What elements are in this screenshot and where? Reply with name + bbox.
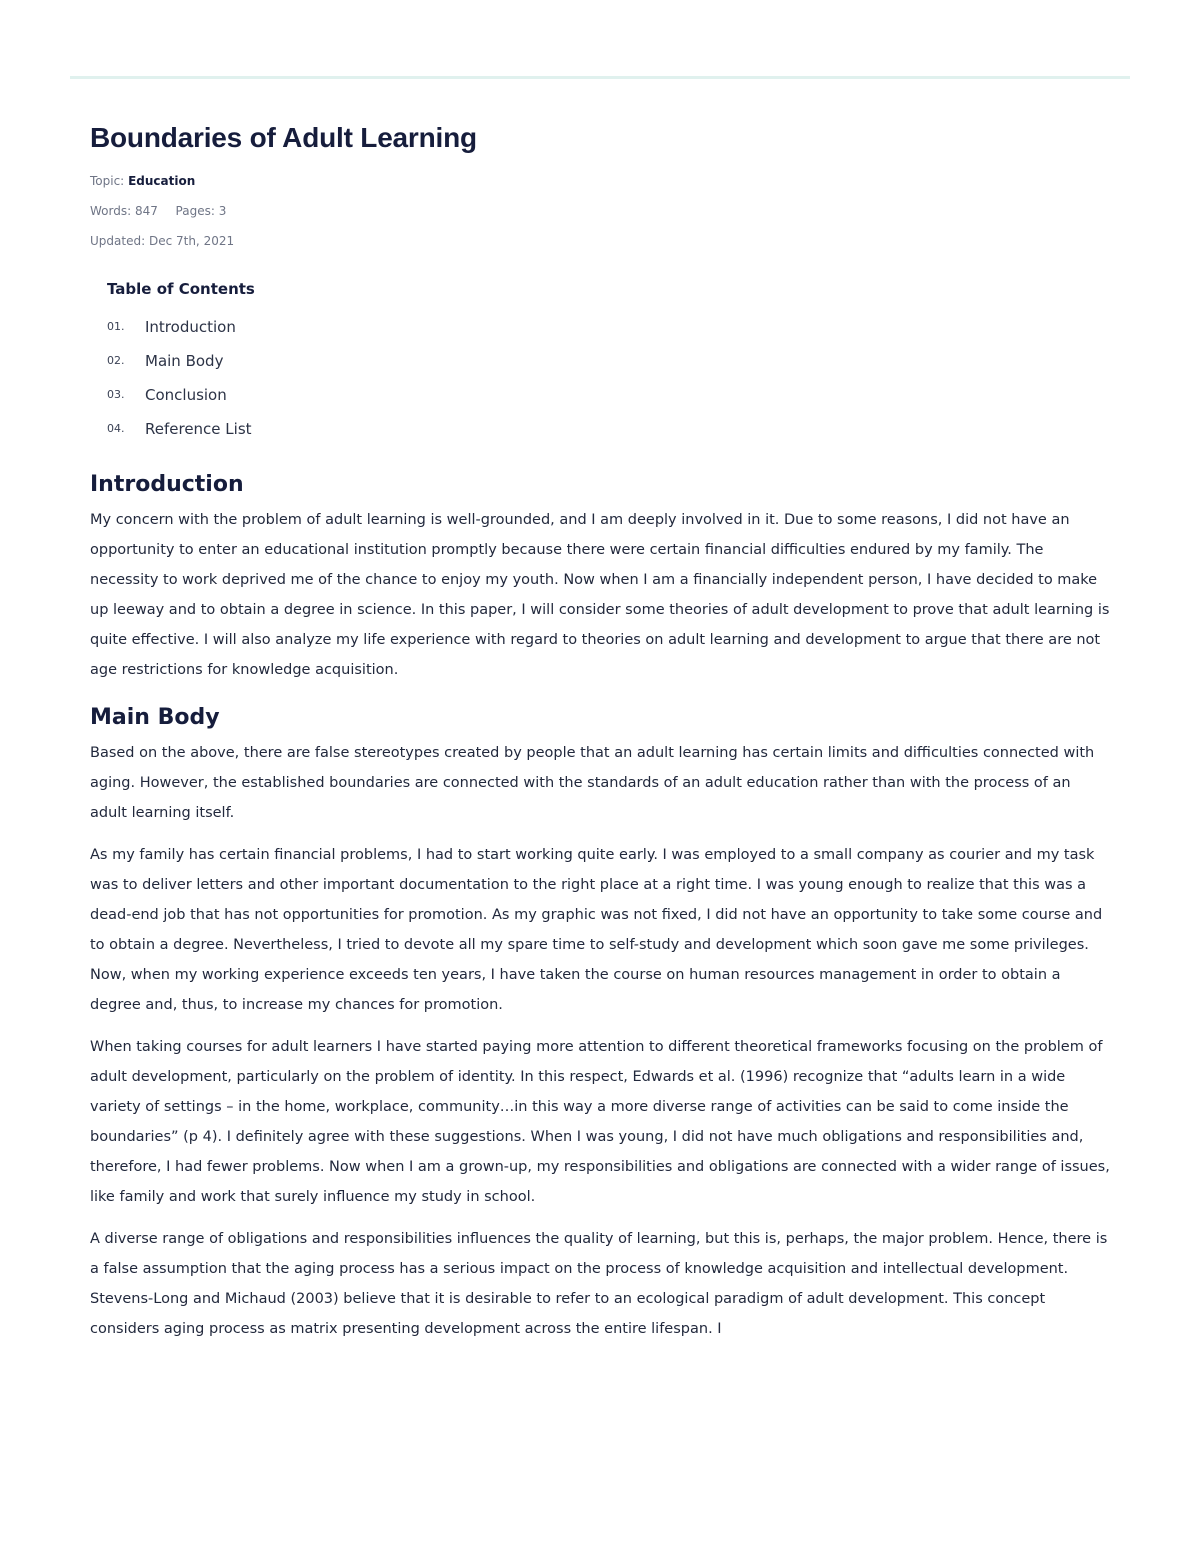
words-label: Words: [90, 204, 132, 218]
toc-item-reference-list[interactable] [107, 412, 1112, 446]
section-main-body [90, 701, 1112, 1344]
toc-item-number: 04. [107, 422, 125, 435]
document-body [90, 116, 1112, 1356]
toc-item-number: 01. [107, 320, 125, 333]
toc-item-conclusion[interactable] [107, 378, 1112, 412]
paragraph: Based on the above, there are false stereotypes created by people that an adult learning has certain limits and difficulties connected with aging. However, the established boundaries are connected with the standards of an adult education rather than with the process of an adult learning itself. [90, 745, 1095, 821]
top-divider [70, 76, 1130, 79]
paragraph: When taking courses for adult learners I have started paying more attention to different theoretical frameworks focusing on the problem of adult development, particularly on the problem of identity. In this respect, Edwards et al. (1996) recognize that “adults learn in a wide variety of settings – in the home, workplace, community…in this way a more diverse range of activities can be said to come inside the boundaries” (p 4). I definitely agree with these suggestions. When I was young, I did not have much obligations and responsibilities and, therefore, I had fewer problems. Now when I am a grown-up, my responsibilities and obligations are connected with a wider range of issues, like family and work that surely influence my study in school. [90, 1039, 1110, 1205]
topic-row [90, 166, 1112, 196]
document-title: Boundaries of Adult Learning [90, 122, 477, 153]
toc-item-label[interactable]: Introduction [145, 318, 236, 336]
topic-label: Topic: [90, 174, 125, 188]
words-value: 847 [134, 204, 158, 218]
toc-item-introduction[interactable] [107, 310, 1112, 344]
toc-item-label[interactable]: Main Body [145, 352, 224, 370]
toc-item-number: 03. [107, 388, 125, 401]
section-heading: Main Body [90, 705, 220, 730]
pages-label: Pages: [175, 204, 215, 218]
topic-value[interactable]: Education [128, 174, 196, 188]
updated-row [90, 226, 1112, 256]
pages-value: 3 [218, 204, 227, 218]
section-heading: Introduction [90, 472, 244, 497]
count-row [90, 196, 1112, 226]
updated-value: Dec 7th, 2021 [148, 234, 235, 248]
document-meta [90, 166, 1112, 256]
paragraph: As my family has certain financial problems, I had to start working quite early. I was employed to a small company as courier and my task was to deliver letters and other important documentation to the right place at a right time. I was young enough to realize that this was a dead-end job that has not opportunities for promotion. As my graphic was not fixed, I did not have an opportunity to take some course and to obtain a degree. Nevertheless, I tried to devote all my spare time to self-study and development which soon gave me some privileges. Now, when my working experience exceeds ten years, I have taken the course on human resources management in order to obtain a degree and, thus, to increase my chances for promotion. [90, 847, 1103, 1013]
toc-title: Table of Contents [107, 280, 255, 298]
table-of-contents [107, 272, 1112, 446]
toc-item-number: 02. [107, 354, 125, 367]
toc-item-label[interactable]: Conclusion [145, 386, 227, 404]
updated-label: Updated: [90, 234, 146, 248]
toc-item-main-body[interactable] [107, 344, 1112, 378]
paragraph: My concern with the problem of adult learning is well-grounded, and I am deeply involved in it. Due to some reasons, I did not have an opportunity to enter an educational institution promptly because there were certain financial difficulties endured by my family. The necessity to work deprived me of the chance to enjoy my youth. Now when I am a financially independent person, I have decided to make up leeway and to obtain a degree in science. In this paper, I will consider some theories of adult development to prove that adult learning is quite effective. I will also analyze my life experience with regard to theories on adult learning and development to argue that there are not age restrictions for knowledge acquisition. [90, 512, 1110, 678]
toc-item-label[interactable]: Reference List [145, 420, 252, 438]
section-introduction [90, 468, 1112, 685]
paragraph: A diverse range of obligations and responsibilities influences the quality of learning, but this is, perhaps, the major problem. Hence, there is a false assumption that the aging process has a serious impact on the process of knowledge acquisition and intellectual development. Stevens-Long and Michaud (2003) believe that it is desirable to refer to an ecological paradigm of adult development. This concept considers aging process as matrix presenting development across the entire lifespan. I [90, 1231, 1108, 1337]
